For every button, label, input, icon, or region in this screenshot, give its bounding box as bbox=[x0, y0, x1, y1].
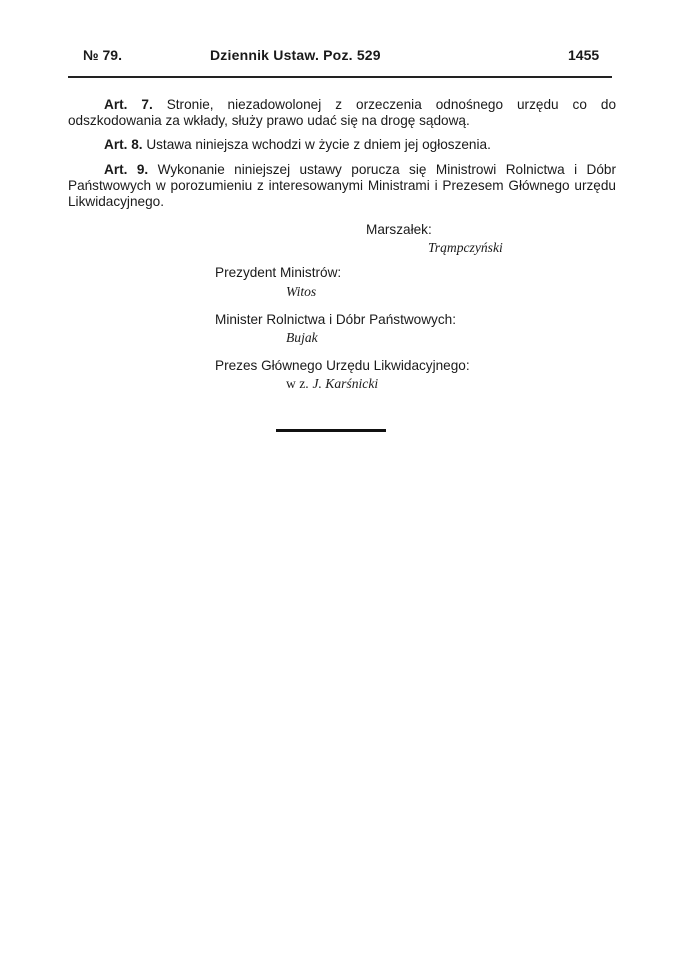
article-label: Art. 8. bbox=[104, 137, 143, 152]
issue-number: № 79. bbox=[83, 47, 122, 63]
liquidation-signature bbox=[286, 376, 378, 392]
article-label: Art. 7. bbox=[104, 97, 153, 112]
liquidation-prefix: w z. bbox=[286, 376, 309, 391]
article-text: Stronie, niezadowolonej z orzeczenia odnośnego urzędu co do odszkodowania za wkłady, służy prawo udać się na drogę sądową. bbox=[68, 97, 616, 128]
marshal-name: Trąmpczyński bbox=[428, 240, 503, 255]
article-8 bbox=[68, 137, 616, 153]
pm-name: Witos bbox=[286, 284, 317, 299]
journal-title: Dziennik Ustaw. Poz. 529 bbox=[210, 47, 381, 63]
end-rule bbox=[276, 429, 386, 432]
page-number: 1455 bbox=[568, 47, 600, 63]
article-7 bbox=[68, 97, 616, 129]
liquidation-title: Prezes Głównego Urzędu Likwidacyjnego: bbox=[215, 358, 470, 373]
liquidation-name: J. Karśnicki bbox=[312, 376, 379, 391]
marshal-title: Marszałek: bbox=[366, 222, 432, 237]
article-9 bbox=[68, 162, 616, 210]
minister-name: Bujak bbox=[286, 330, 318, 345]
pm-title: Prezydent Ministrów: bbox=[215, 265, 342, 280]
minister-title: Minister Rolnictwa i Dóbr Państwowych: bbox=[215, 312, 456, 327]
article-text: Wykonanie niniejszej ustawy porucza się Ministrowi Rolnictwa i Dóbr Państwowych w porozumieniu z interesowanymi Ministrami i Prezesem Głównego urzędu Likwidacyjnego. bbox=[68, 162, 616, 209]
article-text: Ustawa niniejsza wchodzi w życie z dniem jej ogłoszenia. bbox=[146, 137, 491, 152]
header-rule bbox=[68, 76, 612, 78]
article-label: Art. 9. bbox=[104, 162, 149, 177]
